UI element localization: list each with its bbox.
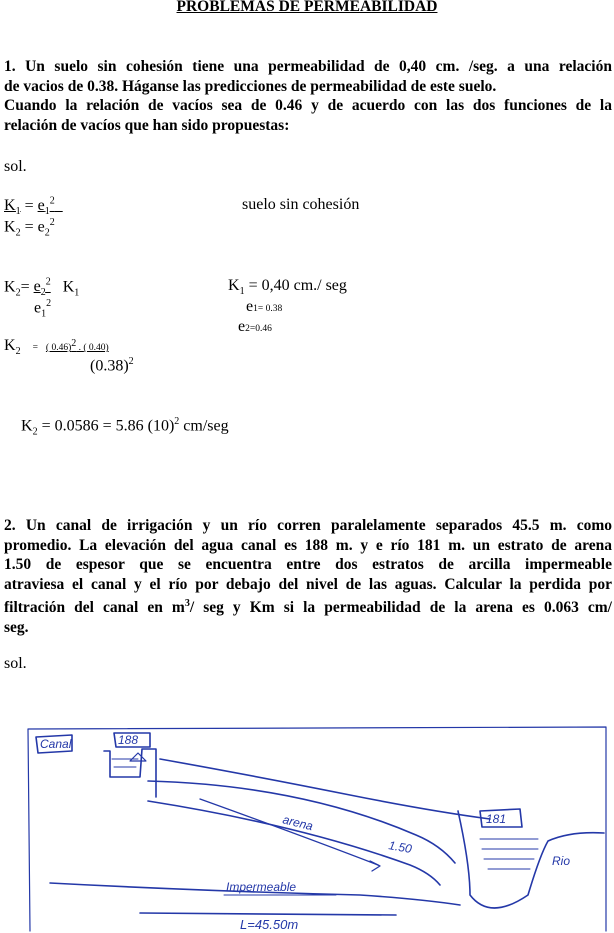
result-line: [21, 416, 229, 438]
ground-surface: [160, 759, 490, 819]
superscript: 2: [128, 356, 134, 367]
solution-label: sol.: [4, 158, 27, 175]
equals: =: [20, 218, 38, 236]
result-unit: cm/seg: [179, 417, 229, 435]
problem-1-line: 1. Un suelo sin cohesión tiene una permeabilidad de 0,40 cm. /seg. a una relación: [4, 58, 612, 75]
problem-1-line: de vacios de 0.38. Háganse las predicciones de permeabilidad de este suelo.: [4, 77, 497, 95]
river-elevation: 181: [486, 812, 507, 826]
canal-water-lines: [112, 759, 138, 767]
e-symbol: e: [37, 197, 45, 215]
e2-substituted: ( 0.46): [45, 343, 72, 353]
k-symbol: K: [21, 417, 33, 435]
problem-2-statement: [4, 516, 612, 637]
subscript: 1: [41, 308, 47, 320]
formula-ratio-numerator: [4, 277, 79, 299]
equals: =: [32, 343, 38, 353]
e1-substituted: (0.38): [90, 357, 129, 375]
k-symbol: K: [4, 197, 16, 215]
problem-2-text: / seg y Km si la permeabilidad de la arena es 0.063 cm/: [189, 599, 612, 617]
superscript: 2: [174, 416, 180, 427]
k-symbol: K: [228, 277, 240, 294]
flow-arrow: [200, 799, 378, 865]
river-label: Rio: [552, 854, 571, 868]
problem-1-line: relación de vacíos que han sido propuestas:: [4, 116, 290, 134]
superscript: 2: [45, 277, 51, 288]
e-symbol: e: [37, 218, 45, 236]
formula-k1: [4, 196, 63, 218]
given-k1: [228, 277, 347, 297]
subscript: 2: [44, 227, 50, 239]
equals: =: [20, 278, 34, 296]
k-symbol: K: [4, 218, 16, 236]
e-symbol: e: [33, 278, 41, 296]
subscript: 2: [40, 287, 46, 299]
e-symbol: e: [238, 318, 246, 335]
subscript: 2: [15, 346, 21, 358]
superscript: 2: [46, 298, 52, 309]
problem-2-line: atraviesa el canal y el río por debajo del nivel de las aguas. Calcular la perdida por: [4, 575, 612, 593]
substitution-denominator: [90, 356, 134, 375]
cohesion-note: suelo sin cohesión: [242, 196, 360, 213]
subscript: 1: [239, 286, 245, 298]
canal-structure: [104, 749, 156, 797]
impermeable-label: Impermeable: [226, 880, 297, 894]
thickness-label: 1.50: [387, 838, 413, 857]
water-level-marker: [130, 753, 146, 761]
length-label: L=45.50m: [240, 917, 299, 932]
superscript: 2: [71, 337, 77, 349]
k1-substituted: ( 0.40): [83, 343, 109, 353]
subscript: 1: [44, 206, 50, 218]
problem-2-line: promedio. La elevación del agua canal es 188 m. y e río 181 m. un estrato de arena: [4, 536, 612, 554]
result-value: = 0.0586 = 5.86 (10): [37, 417, 175, 435]
given-e2: [238, 318, 272, 336]
e-symbol: e: [34, 299, 42, 317]
formula-k2: [4, 217, 55, 239]
dot: .: [76, 343, 84, 353]
canal-label: Canal: [40, 737, 72, 751]
canal-river-sketch: [0, 715, 614, 933]
equals: =: [20, 197, 38, 215]
given-e1: [246, 298, 282, 316]
solution-2-label: sol.: [4, 655, 27, 672]
subscript: 1: [15, 206, 21, 218]
problem-2-line: 2. Un canal de irrigación y un río corren paralelamente separados 45.5 m. como: [4, 517, 612, 534]
subscript: 1: [74, 287, 80, 299]
superscript: 2: [49, 196, 55, 207]
formula-ratio-denominator: [34, 298, 51, 320]
e1-value: 1= 0.38: [253, 304, 283, 314]
river-water-lines: [480, 839, 538, 869]
superscript: 2: [49, 217, 55, 228]
problem-1-line: Cuando la relación de vacíos sea de 0.46 y de acuerdo con las dos funciones de la: [4, 97, 612, 114]
superscript: 3: [184, 598, 190, 609]
k1-value: = 0,40 cm./ seg: [244, 277, 347, 294]
problem-2-line: [4, 594, 612, 618]
page-title: PROBLEMAS DE PERMEABILIDAD: [176, 0, 438, 15]
problem-1-statement: [4, 57, 612, 135]
e-symbol: e: [246, 298, 254, 315]
problem-2-line: seg.: [4, 618, 29, 636]
subscript: 2: [15, 287, 21, 299]
e2-value: 2=0.46: [245, 324, 272, 334]
k-symbol: K: [4, 278, 16, 296]
subscript: 2: [32, 426, 38, 438]
problem-2-text: filtración del canal en m: [4, 599, 185, 617]
k-symbol: K: [4, 337, 16, 354]
k-symbol: K: [62, 278, 75, 296]
length-dimension: [140, 913, 396, 915]
problem-2-line: 1.50 de espesor que se encuentra entre dos estratos de arcilla impermeable: [4, 556, 612, 573]
canal-elevation: 188: [118, 733, 139, 747]
substitution-numerator: [4, 337, 109, 357]
subscript: 2: [15, 227, 21, 239]
sand-label: arena: [281, 812, 315, 834]
